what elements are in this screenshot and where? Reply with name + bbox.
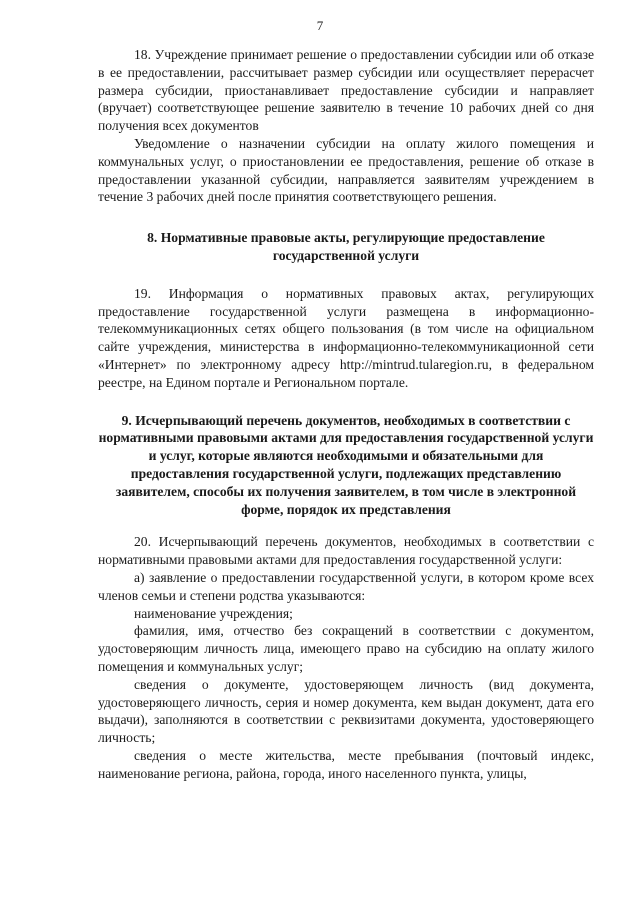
- document-body: [98, 46, 594, 782]
- paragraph-19: 19. Информация о нормативных правовых актах, регулирующих предоставление государственной услуги размещена в информационно-телекоммуникационных сетях общего пользования (в том числе на официальном сайте учреждения, министерства в информационно-телекоммуникационной сети «Интернет» по электронному адресу http://mintrud.tularegion.ru, в федеральном реестре, на Едином портале и Региональном портале.: [98, 285, 594, 390]
- paragraph-18: 18. Учреждение принимает решение о предоставлении субсидии или об отказе в ее предоставлении, рассчитывает размер субсидии или осуществляет перерасчет размера субсидии, приостанавливает предоставление субсидии и направляет (вручает) соответствующее решение заявителю в течение 10 рабочих дней со дня получения всех документов: [98, 47, 594, 134]
- paragraph-20-doc: сведения о документе, удостоверяющем личность (вид документа, удостоверяющего личность, серия и номер документа, кем выдан документ, дата его выдачи), заполняются в соответствии с реквизитами документа, удостоверяющего личность;: [98, 676, 594, 746]
- section-8-title: 8. Нормативные правовые акты, регулирующие предоставление государственной услуги: [147, 230, 545, 263]
- paragraph-20-address: сведения о месте жительства, месте пребывания (почтовый индекс, наименование региона, района, города, иного населенного пункта, улицы,: [98, 747, 594, 781]
- section-9-title: 9. Исчерпывающий перечень документов, необходимых в соответствии с нормативными правовыми актами для предоставления государственной услуги и услуг, которые являются необходимыми и обязательными для предоставления государственной услуги, подлежащих представлению заявителем, способы их получения заявителем, в том числе в электронной форме, порядок их представления: [98, 412, 594, 517]
- paragraph-20-fio: фамилия, имя, отчество без сокращений в соответствии с документом, удостоверяющим личность лица, имеющего право на субсидию на оплату жилого помещения и коммунальных услуг;: [98, 623, 594, 674]
- paragraph-20-a: а) заявление о предоставлении государственной услуги, в котором кроме всех членов семьи и степени родства указываются:: [98, 569, 594, 603]
- paragraph-20: 20. Исчерпывающий перечень документов, необходимых в соответствии с нормативными правовыми актами для предоставления государственной услуги:: [98, 534, 594, 568]
- paragraph-18-notice: Уведомление о назначении субсидии на оплату жилого помещения и коммунальных услуг, о приостановлении ее предоставления, решение об отказе в предоставлении указанной субсидии, направляется заявителям учреждением в течение 3 рабочих дней после принятия соответствующего решения.: [98, 135, 594, 205]
- paragraph-20-name: наименование учреждения;: [134, 605, 293, 621]
- page-number: 7: [316, 18, 324, 33]
